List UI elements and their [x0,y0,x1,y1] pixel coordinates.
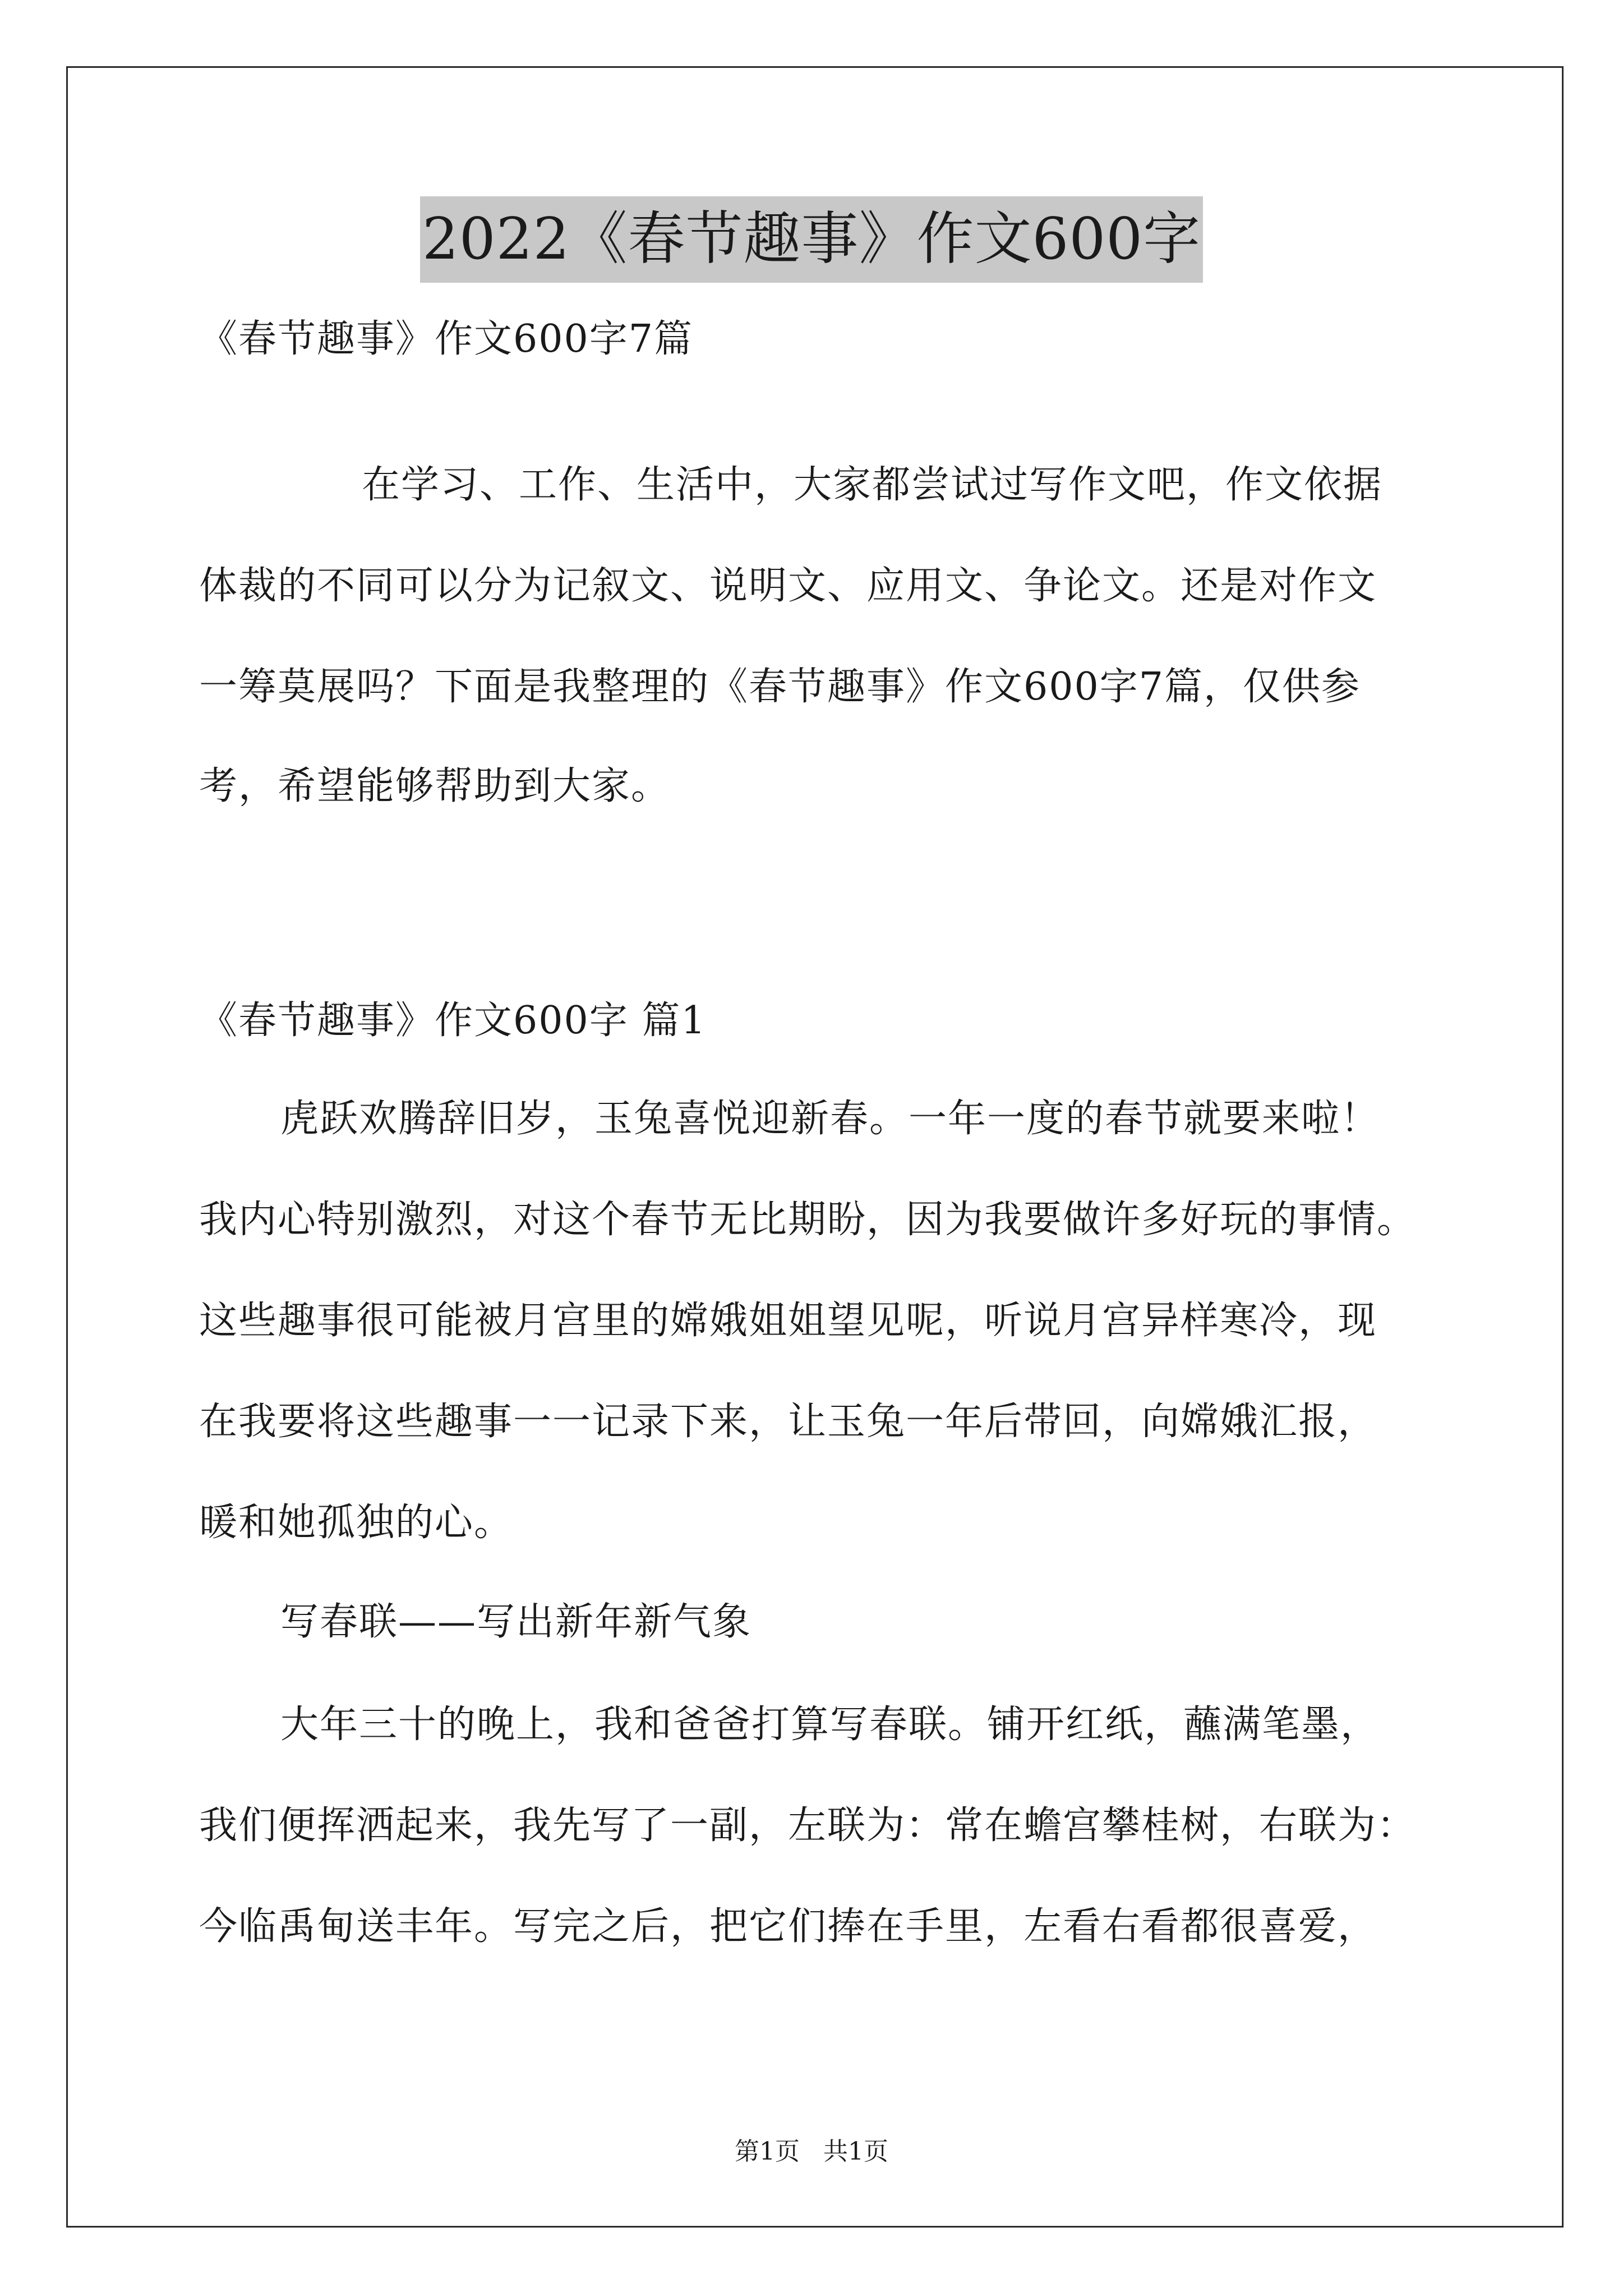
subheading: 写春联——写出新年新气象 [280,1600,752,1644]
page-total: 共1页 [823,2137,888,2166]
para2-line-1: 大年三十的晚上，我和爸爸打算写春联。铺开红纸，蘸满笔墨， [280,1703,1380,1747]
document-subtitle: 《春节趣事》作文600字7篇 [199,317,694,361]
intro-line-4: 考，希望能够帮助到大家。 [199,764,671,808]
title-container [0,196,1623,283]
para1-line-5: 暖和她孤独的心。 [199,1501,514,1545]
para1-line-3: 这些趣事很可能被月宫里的嫦娥姐姐望见呢，听说月宫异样寒冷，现 [199,1299,1377,1343]
para1-line-1: 虎跃欢腾辞旧岁，玉兔喜悦迎新春。一年一度的春节就要来啦！ [280,1097,1380,1141]
page-footer [0,2135,1623,2169]
para2-line-2: 我们便挥洒起来，我先写了一副，左联为：常在蟾宫攀桂树，右联为： [199,1803,1417,1848]
intro-line-3: 一筹莫展吗？下面是我整理的《春节趣事》作文600字7篇，仅供参 [199,665,1361,709]
para1-line-4: 在我要将这些趣事一一记录下来，让玉兔一年后带回，向嫦娥汇报， [199,1400,1377,1444]
intro-line-1: 在学习、工作、生活中，大家都尝试过写作文吧，作文依据 [362,463,1383,507]
page-number: 第1页 [735,2137,800,2166]
document-title: 2022《春节趣事》作文600字 [420,196,1203,283]
para2-line-3: 今临禹甸送丰年。写完之后，把它们捧在手里，左看右看都很喜爱， [199,1904,1377,1949]
intro-line-2: 体裁的不同可以分为记叙文、说明文、应用文、争论文。还是对作文 [199,564,1377,608]
section-heading: 《春节趣事》作文600字 篇1 [199,999,707,1043]
para1-line-2: 我内心特别激烈，对这个春节无比期盼，因为我要做许多好玩的事情。 [199,1198,1417,1242]
